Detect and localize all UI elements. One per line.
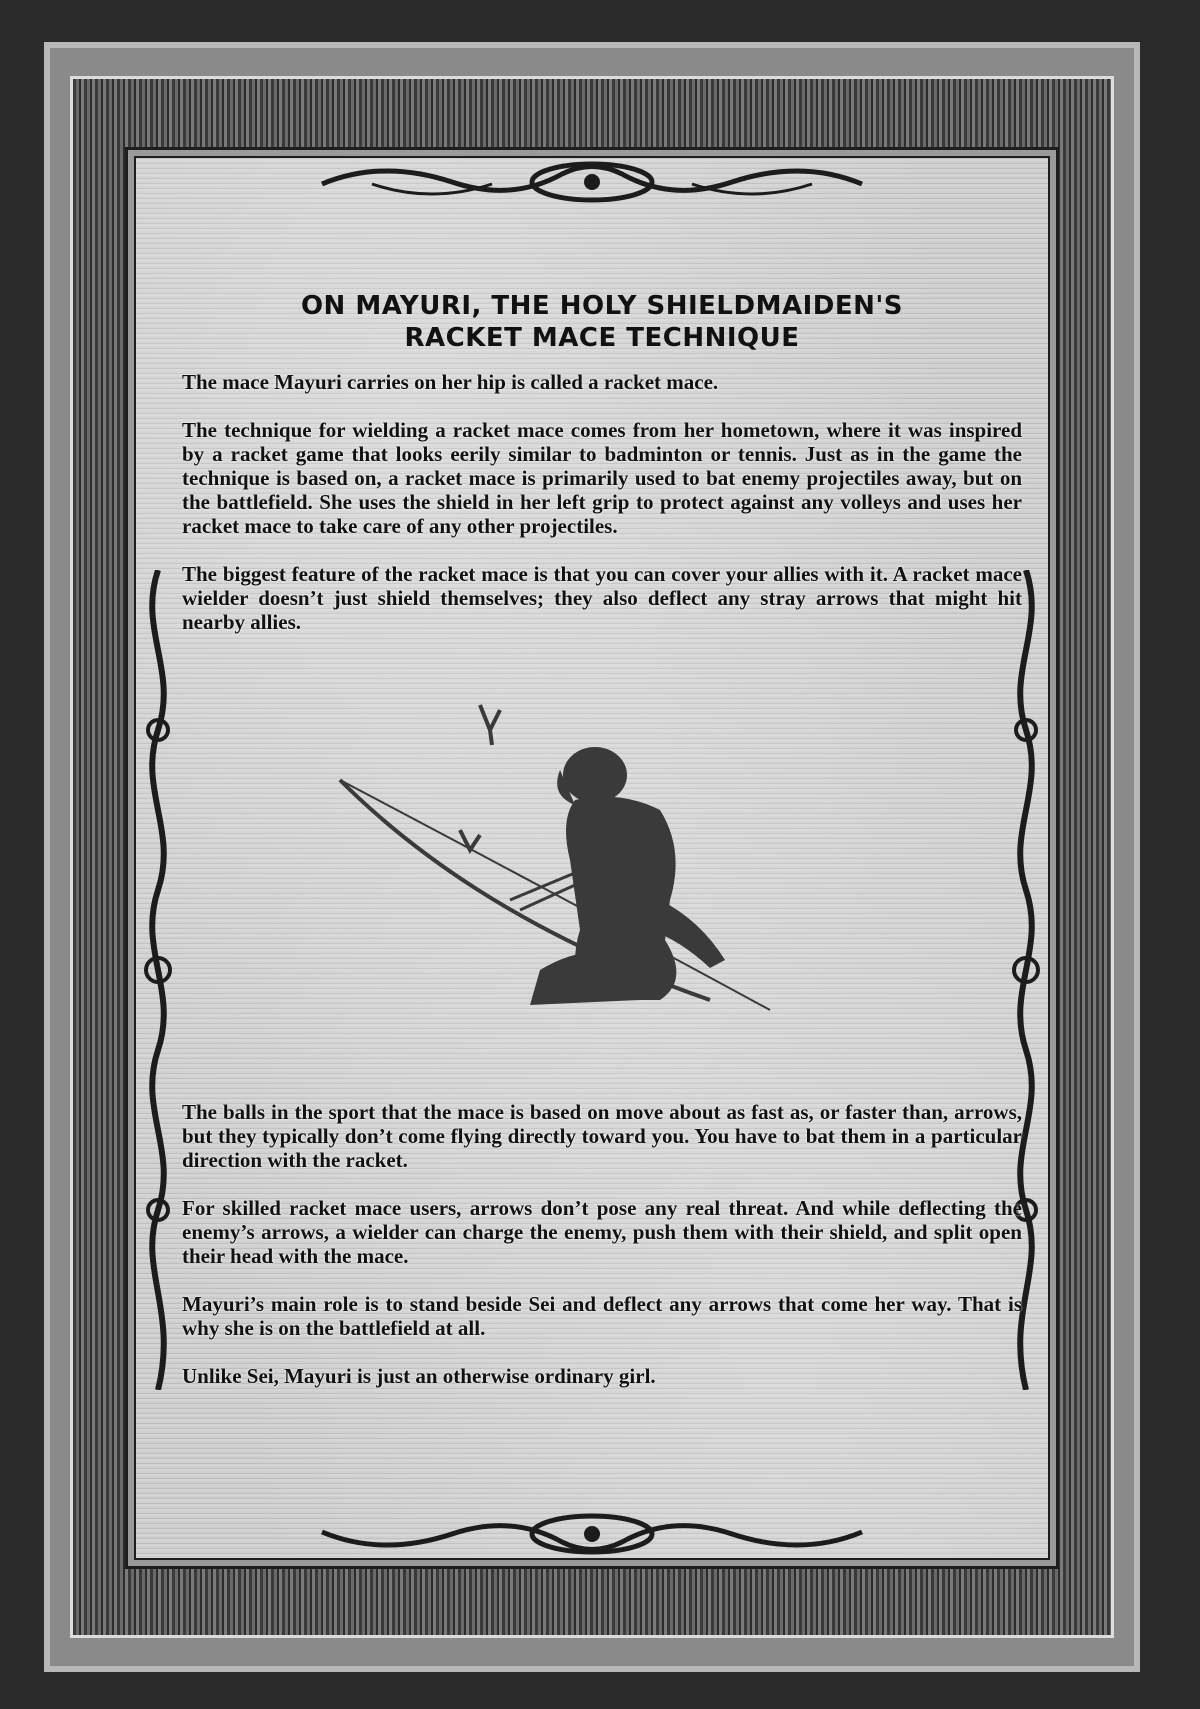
left-scroll-ornament-icon xyxy=(138,570,178,1390)
paragraph: The biggest feature of the racket mace is that you can cover your allies with it. A racket mace wielder doesn’t just shield themselves; they also deflect any stray arrows that might hit nearby allies. xyxy=(182,562,1022,634)
article-lower xyxy=(182,1100,1022,1412)
bottom-ornament-icon xyxy=(128,1502,1056,1562)
article-upper xyxy=(182,290,1022,658)
title-line: ON MAYURI, THE HOLY SHIELDMAIDEN'S xyxy=(300,291,904,321)
paragraph: The technique for wielding a racket mace comes from her hometown, where it was inspired by a racket game that looks eerily similar to badminton or tennis. Just as in the game the technique is based on, a racket mace is primarily used to bat enemy projectiles away, but on the battlefield. She uses the shield in her left grip to protect against any volleys and uses her racket mace to take care of any other projectiles. xyxy=(182,418,1022,538)
title-line: RACKET MACE TECHNIQUE xyxy=(404,323,800,353)
paragraph: The mace Mayuri carries on her hip is called a racket mace. xyxy=(182,370,719,394)
paragraph: For skilled racket mace users, arrows don’t pose any real threat. And while deflecting the enemy’s arrows, a wielder can charge the enemy, push them with their shield, and split open their head with the mace. xyxy=(182,1196,1022,1268)
kneeling-archer-silhouette-icon xyxy=(330,700,830,1040)
top-ornament-icon xyxy=(128,154,1056,214)
article-title xyxy=(182,290,1022,354)
paragraph: Unlike Sei, Mayuri is just an otherwise ordinary girl. xyxy=(182,1364,656,1388)
paragraph: Mayuri’s main role is to stand beside Sei and deflect any arrows that come her way. That is why she is on the battlefield at all. xyxy=(182,1292,1022,1340)
paragraph: The balls in the sport that the mace is based on move about as fast as, or faster than, arrows, but they typically don’t come flying directly toward you. You have to bat them in a particular direction with the racket. xyxy=(182,1100,1022,1172)
